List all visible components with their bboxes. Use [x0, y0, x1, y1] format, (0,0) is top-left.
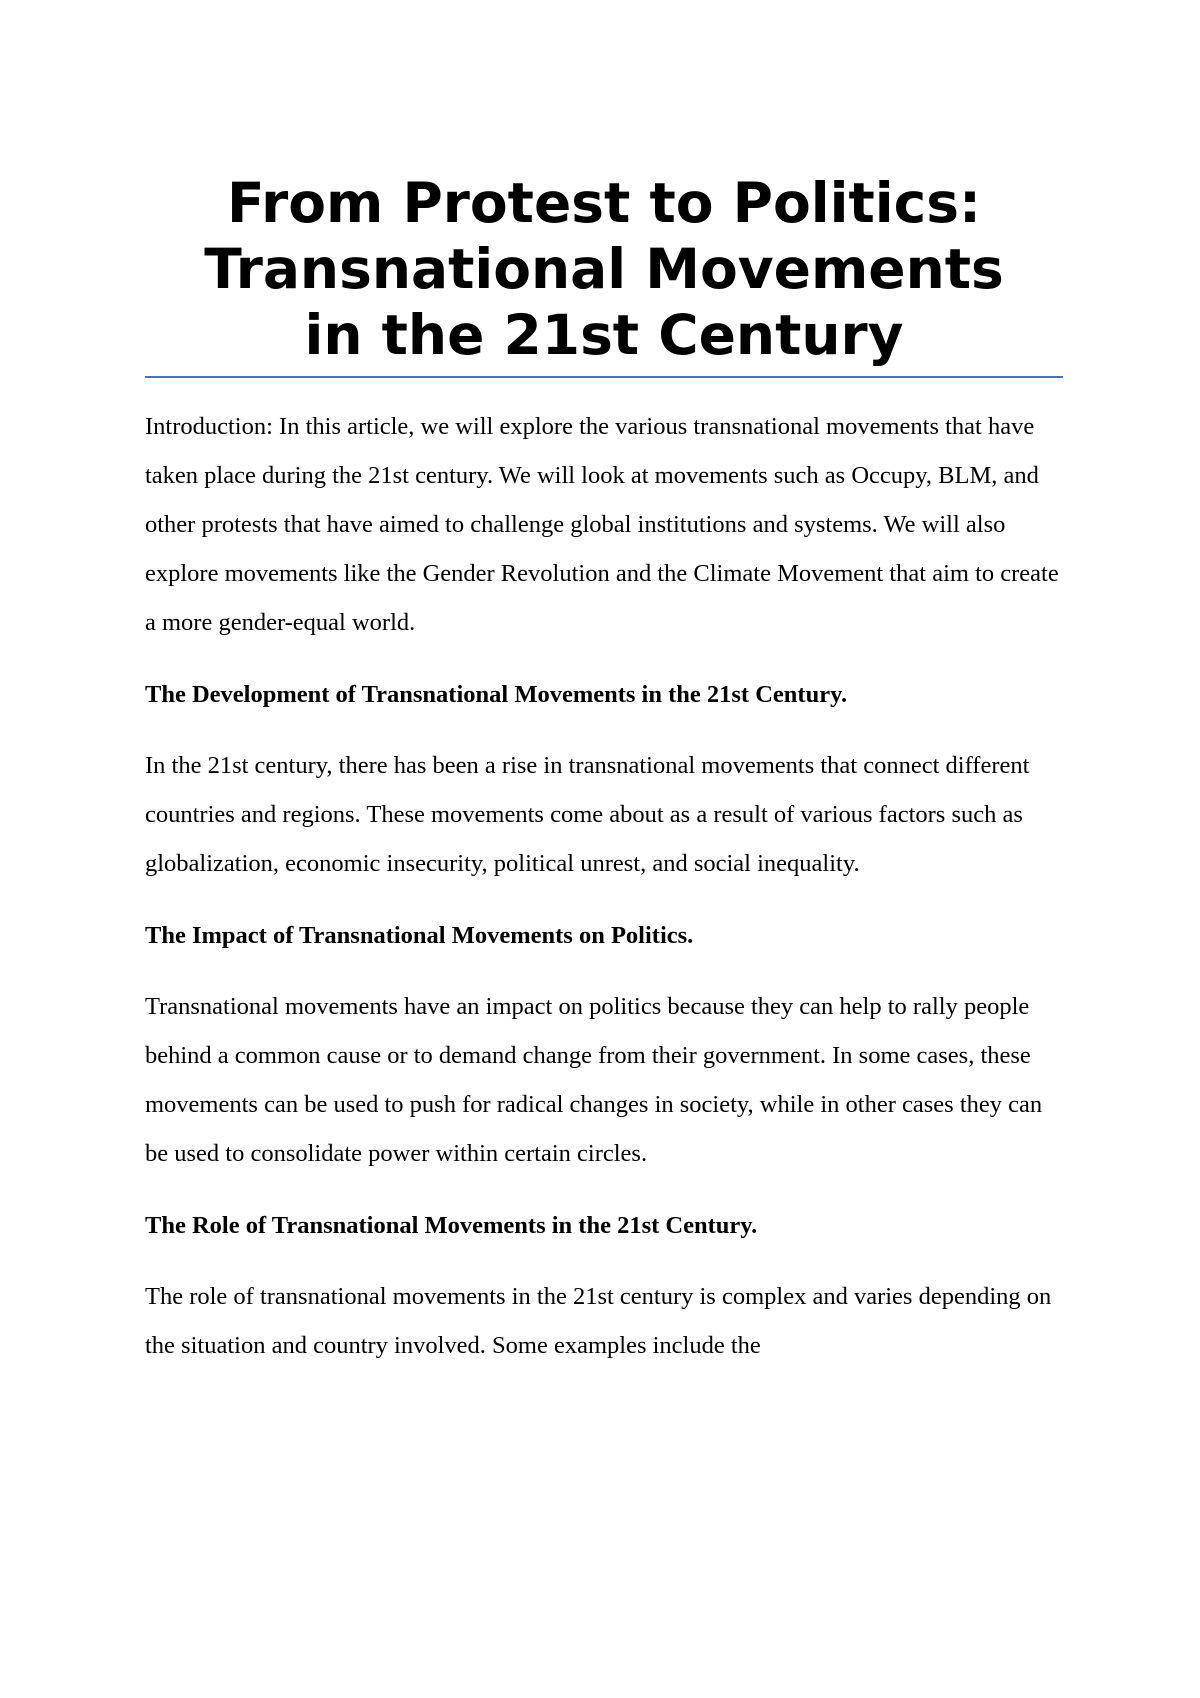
document-page [145, 170, 1063, 1370]
section-body-impact: Transnational movements have an impact on politics because they can help to rally people behind a common cause or to demand change from their government. In some cases, these movements can be used to push for radical changes in society, while in other cases they can be used to consolidate power within certain circles. [145, 993, 1043, 1167]
document-title [145, 170, 1063, 378]
section-body-role: The role of transnational movements in the 21st century is complex and varies depending on the situation and country involved. Some examples include the [145, 1283, 1052, 1359]
title-line-1: From Protest to Politics: [227, 171, 981, 235]
section-heading-role: The Role of Transnational Movements in the 21st Century. [145, 1212, 758, 1239]
section-heading-development: The Development of Transnational Movements in the 21st Century. [145, 681, 848, 708]
section-body-development: In the 21st century, there has been a rise in transnational movements that connect different countries and regions. These movements come about as a result of various factors such as globalization, economic insecurity, political unrest, and social inequality. [145, 752, 1030, 877]
section-heading-impact: The Impact of Transnational Movements on Politics. [145, 922, 694, 949]
intro-paragraph: Introduction: In this article, we will explore the various transnational movements that have taken place during the 21st century. We will look at movements such as Occupy, BLM, and other protests that have aimed to challenge global institutions and systems. We will also explore movements like the Gender Revolution and the Climate Movement that aim to create a more gender-equal world. [145, 413, 1059, 636]
document-body [145, 402, 1063, 1370]
title-line-2: Transnational Movements [204, 237, 1004, 301]
title-line-3: in the 21st Century [304, 303, 904, 367]
